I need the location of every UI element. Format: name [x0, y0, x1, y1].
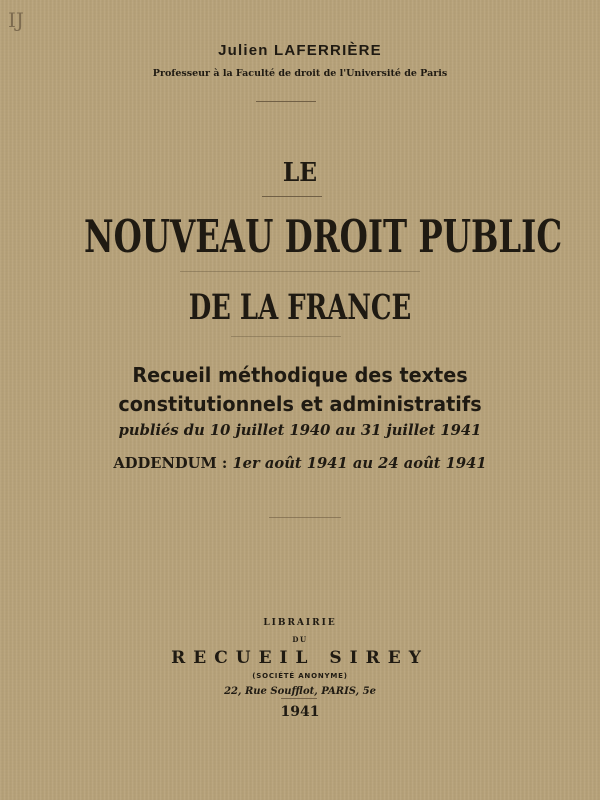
subtitle-line-1: Recueil méthodique des textes [132, 363, 468, 387]
author-name: Julien LAFERRIÈRE [218, 42, 382, 59]
publisher-label-du: DU [292, 635, 308, 644]
title-main: NOUVEAU DROIT PUBLIC [83, 210, 563, 263]
section-rule [269, 517, 341, 518]
addendum-dates: 1er août 1941 au 24 août 1941 [232, 454, 487, 472]
subtitle-line-2: constitutionnels et administratifs [118, 392, 482, 416]
addendum-line [6, 454, 594, 472]
publisher-name: RECUEIL SIREY [171, 648, 429, 668]
publication-date-range: publiés du 10 juillet 1940 au 31 juillet 1941 [118, 421, 482, 439]
title-rule-middle [180, 271, 420, 272]
title-rule-bottom [231, 336, 341, 337]
publication-year: 1941 [280, 704, 320, 720]
addendum-label: ADDENDUM : [113, 454, 228, 472]
publisher-label-librairie: LIBRAIRIE [263, 618, 337, 628]
header-rule [256, 101, 316, 102]
corner-handwritten-mark: IJ [8, 8, 24, 32]
title-rule-top [262, 196, 322, 197]
publisher-address: 22, Rue Soufflot, PARIS, 5e [224, 686, 376, 697]
address-rule [281, 698, 317, 699]
title-france: DE LA FRANCE [188, 287, 412, 328]
publisher-note: (SOCIÉTÉ ANONYME) [252, 672, 348, 680]
title-le: LE [282, 158, 318, 188]
author-title: Professeur à la Faculté de droit de l'Université de Paris [152, 68, 448, 79]
